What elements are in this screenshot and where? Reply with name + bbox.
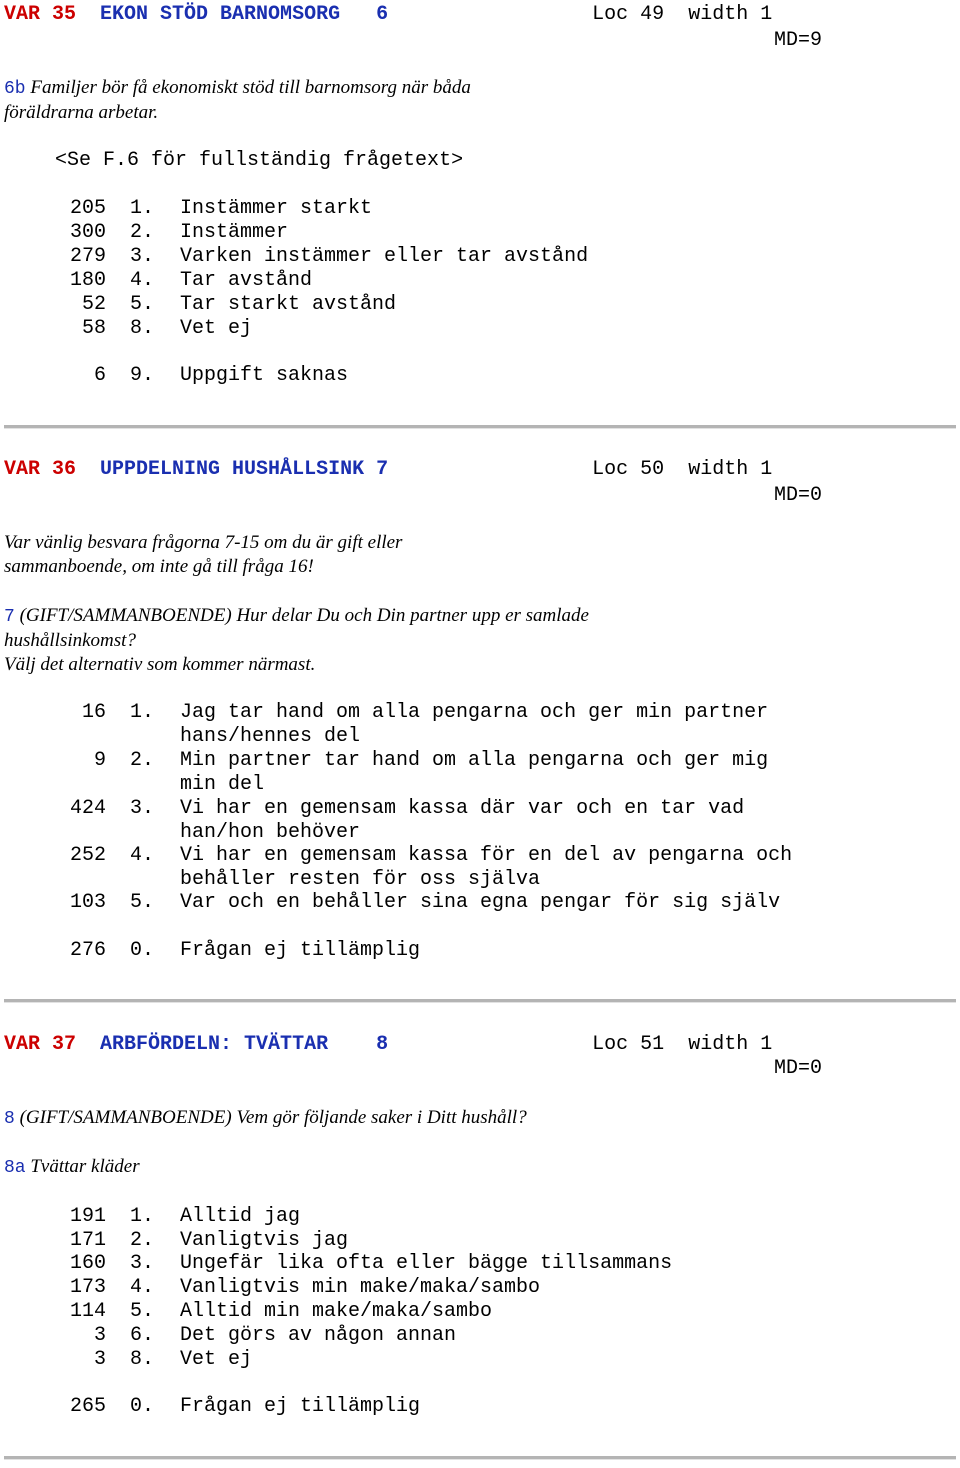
question-ref: 6 bbox=[376, 3, 389, 26]
label: Frågan ej tillämplig bbox=[180, 939, 421, 962]
code: 1. bbox=[130, 1205, 155, 1228]
width: width 1 bbox=[688, 3, 773, 26]
question-number: 8 bbox=[4, 1109, 15, 1129]
label-continuation: behåller resten för oss själva bbox=[180, 868, 541, 891]
count: 276 bbox=[69, 939, 106, 962]
code-row bbox=[0, 749, 768, 773]
label: Vanligtvis jag bbox=[180, 1229, 349, 1252]
missing-data: MD=0 bbox=[773, 484, 822, 507]
code: 2. bbox=[130, 1229, 155, 1252]
question-text: Familjer bör få ekonomiskt stöd till barnomsorg när båda föräldrarna arbetar. bbox=[4, 77, 471, 123]
question-ref: 7 bbox=[376, 458, 389, 481]
loc: Loc 51 bbox=[592, 1033, 665, 1056]
code-row bbox=[0, 1348, 252, 1372]
label: Vanligtvis min make/maka/sambo bbox=[180, 1276, 541, 1299]
code: 4. bbox=[130, 269, 155, 292]
width: width 1 bbox=[688, 458, 773, 481]
sub-question-text: Tvättar kläder bbox=[30, 1156, 140, 1177]
label: Tar avstånd bbox=[180, 269, 313, 292]
label-continuation: min del bbox=[180, 773, 265, 796]
count: 160 bbox=[69, 1252, 106, 1275]
note: <Se F.6 för fullständig frågetext> bbox=[55, 149, 464, 172]
question bbox=[4, 604, 624, 653]
count: 3 bbox=[93, 1324, 106, 1347]
count: 114 bbox=[69, 1300, 106, 1323]
label: Jag tar hand om alla pengarna och ger min partner bbox=[180, 701, 769, 724]
code: 8. bbox=[130, 317, 155, 340]
code: 5. bbox=[130, 891, 155, 914]
count: 52 bbox=[81, 293, 106, 316]
code: 1. bbox=[130, 197, 155, 220]
label: Instämmer starkt bbox=[180, 197, 373, 220]
code-row bbox=[0, 1276, 540, 1300]
code-row bbox=[0, 364, 348, 388]
count: 173 bbox=[69, 1276, 106, 1299]
code: 8. bbox=[130, 1348, 155, 1371]
code: 4. bbox=[130, 844, 155, 867]
code-row bbox=[0, 1300, 492, 1324]
var-36-header bbox=[4, 458, 960, 482]
count: 191 bbox=[69, 1205, 106, 1228]
code-row bbox=[0, 269, 312, 293]
code: 2. bbox=[130, 221, 155, 244]
code: 6. bbox=[130, 1324, 155, 1347]
question-number: 7 bbox=[4, 607, 15, 627]
label: Instämmer bbox=[180, 221, 289, 244]
section-divider bbox=[4, 1456, 956, 1460]
label: Det görs av någon annan bbox=[180, 1324, 457, 1347]
code-row bbox=[0, 844, 792, 868]
question-text: (GIFT/SAMMANBOENDE) Hur delar Du och Din partner upp er samlade hushållsinkomst? bbox=[4, 605, 589, 651]
var-37-header bbox=[4, 1033, 960, 1057]
label: Tar starkt avstånd bbox=[180, 293, 397, 316]
count: 103 bbox=[69, 891, 106, 914]
var-label: VAR 35 bbox=[4, 3, 77, 26]
instruction: Välj det alternativ som kommer närmast. bbox=[4, 654, 316, 675]
count: 205 bbox=[69, 197, 106, 220]
label-continuation: han/hon behöver bbox=[180, 821, 361, 844]
code: 5. bbox=[130, 293, 155, 316]
count: 279 bbox=[69, 245, 106, 268]
sub-question-number: 8a bbox=[4, 1158, 26, 1178]
count: 300 bbox=[69, 221, 106, 244]
sub-question bbox=[4, 1155, 140, 1180]
count: 58 bbox=[81, 317, 106, 340]
section-divider bbox=[4, 999, 956, 1003]
label: Vi har en gemensam kassa för en del av pengarna och bbox=[180, 844, 793, 867]
label: Alltid jag bbox=[180, 1205, 301, 1228]
code-row bbox=[0, 1324, 456, 1348]
var-label: VAR 37 bbox=[4, 1033, 77, 1056]
code-row bbox=[0, 293, 396, 317]
loc: Loc 50 bbox=[592, 458, 665, 481]
code: 9. bbox=[130, 364, 155, 387]
label: Vet ej bbox=[180, 317, 253, 340]
label: Vet ej bbox=[180, 1348, 253, 1371]
question bbox=[4, 76, 564, 125]
code: 1. bbox=[130, 701, 155, 724]
code: 3. bbox=[130, 797, 155, 820]
code: 4. bbox=[130, 1276, 155, 1299]
code: 5. bbox=[130, 1300, 155, 1323]
var-name: ARBFÖRDELN: TVÄTTAR bbox=[100, 1033, 329, 1056]
code: 3. bbox=[130, 245, 155, 268]
label: Varken instämmer eller tar avstånd bbox=[180, 245, 589, 268]
code: 0. bbox=[130, 939, 155, 962]
code-row bbox=[0, 1252, 672, 1276]
missing-data: MD=0 bbox=[773, 1057, 822, 1080]
code-row bbox=[0, 245, 588, 269]
question-number: 6b bbox=[4, 79, 26, 99]
section-divider bbox=[4, 425, 956, 429]
loc: Loc 49 bbox=[592, 3, 665, 26]
count: 9 bbox=[93, 749, 106, 772]
count: 3 bbox=[93, 1348, 106, 1371]
label: Vi har en gemensam kassa där var och en tar vad bbox=[180, 797, 745, 820]
count: 6 bbox=[93, 364, 106, 387]
count: 252 bbox=[69, 844, 106, 867]
var-label: VAR 36 bbox=[4, 458, 77, 481]
label: Alltid min make/maka/sambo bbox=[180, 1300, 493, 1323]
intro-text: Var vänlig besvara frågorna 7-15 om du är gift eller sammanboende, om inte gå till fråga 16! bbox=[4, 532, 403, 577]
label: Var och en behåller sina egna pengar för sig själv bbox=[180, 891, 781, 914]
count: 424 bbox=[69, 797, 106, 820]
code-row bbox=[0, 1395, 420, 1419]
label: Min partner tar hand om alla pengarna och ger mig bbox=[180, 749, 769, 772]
code-row bbox=[0, 317, 252, 341]
label-continuation: hans/hennes del bbox=[180, 725, 361, 748]
var-name: UPPDELNING HUSHÅLLSINK bbox=[100, 458, 365, 481]
label: Uppgift saknas bbox=[180, 364, 349, 387]
count: 180 bbox=[69, 269, 106, 292]
code: 2. bbox=[130, 749, 155, 772]
label: Ungefär lika ofta eller bägge tillsammans bbox=[180, 1252, 673, 1275]
code-row bbox=[0, 701, 768, 725]
question-ref: 8 bbox=[376, 1033, 389, 1056]
code: 3. bbox=[130, 1252, 155, 1275]
width: width 1 bbox=[688, 1033, 773, 1056]
missing-data: MD=9 bbox=[773, 29, 822, 52]
code-row bbox=[0, 891, 780, 915]
code: 0. bbox=[130, 1395, 155, 1418]
code-row bbox=[0, 221, 288, 245]
question-text: (GIFT/SAMMANBOENDE) Vem gör följande saker i Ditt hushåll? bbox=[19, 1107, 527, 1128]
code-row bbox=[0, 797, 744, 821]
question bbox=[4, 1106, 704, 1131]
count: 265 bbox=[69, 1395, 106, 1418]
code-row bbox=[0, 1229, 348, 1253]
var-35-header bbox=[4, 3, 960, 27]
count: 16 bbox=[81, 701, 106, 724]
code-row bbox=[0, 1205, 300, 1229]
code-row bbox=[0, 939, 420, 963]
label: Frågan ej tillämplig bbox=[180, 1395, 421, 1418]
code-row bbox=[0, 197, 372, 221]
count: 171 bbox=[69, 1229, 106, 1252]
var-name: EKON STÖD BARNOMSORG bbox=[100, 3, 341, 26]
